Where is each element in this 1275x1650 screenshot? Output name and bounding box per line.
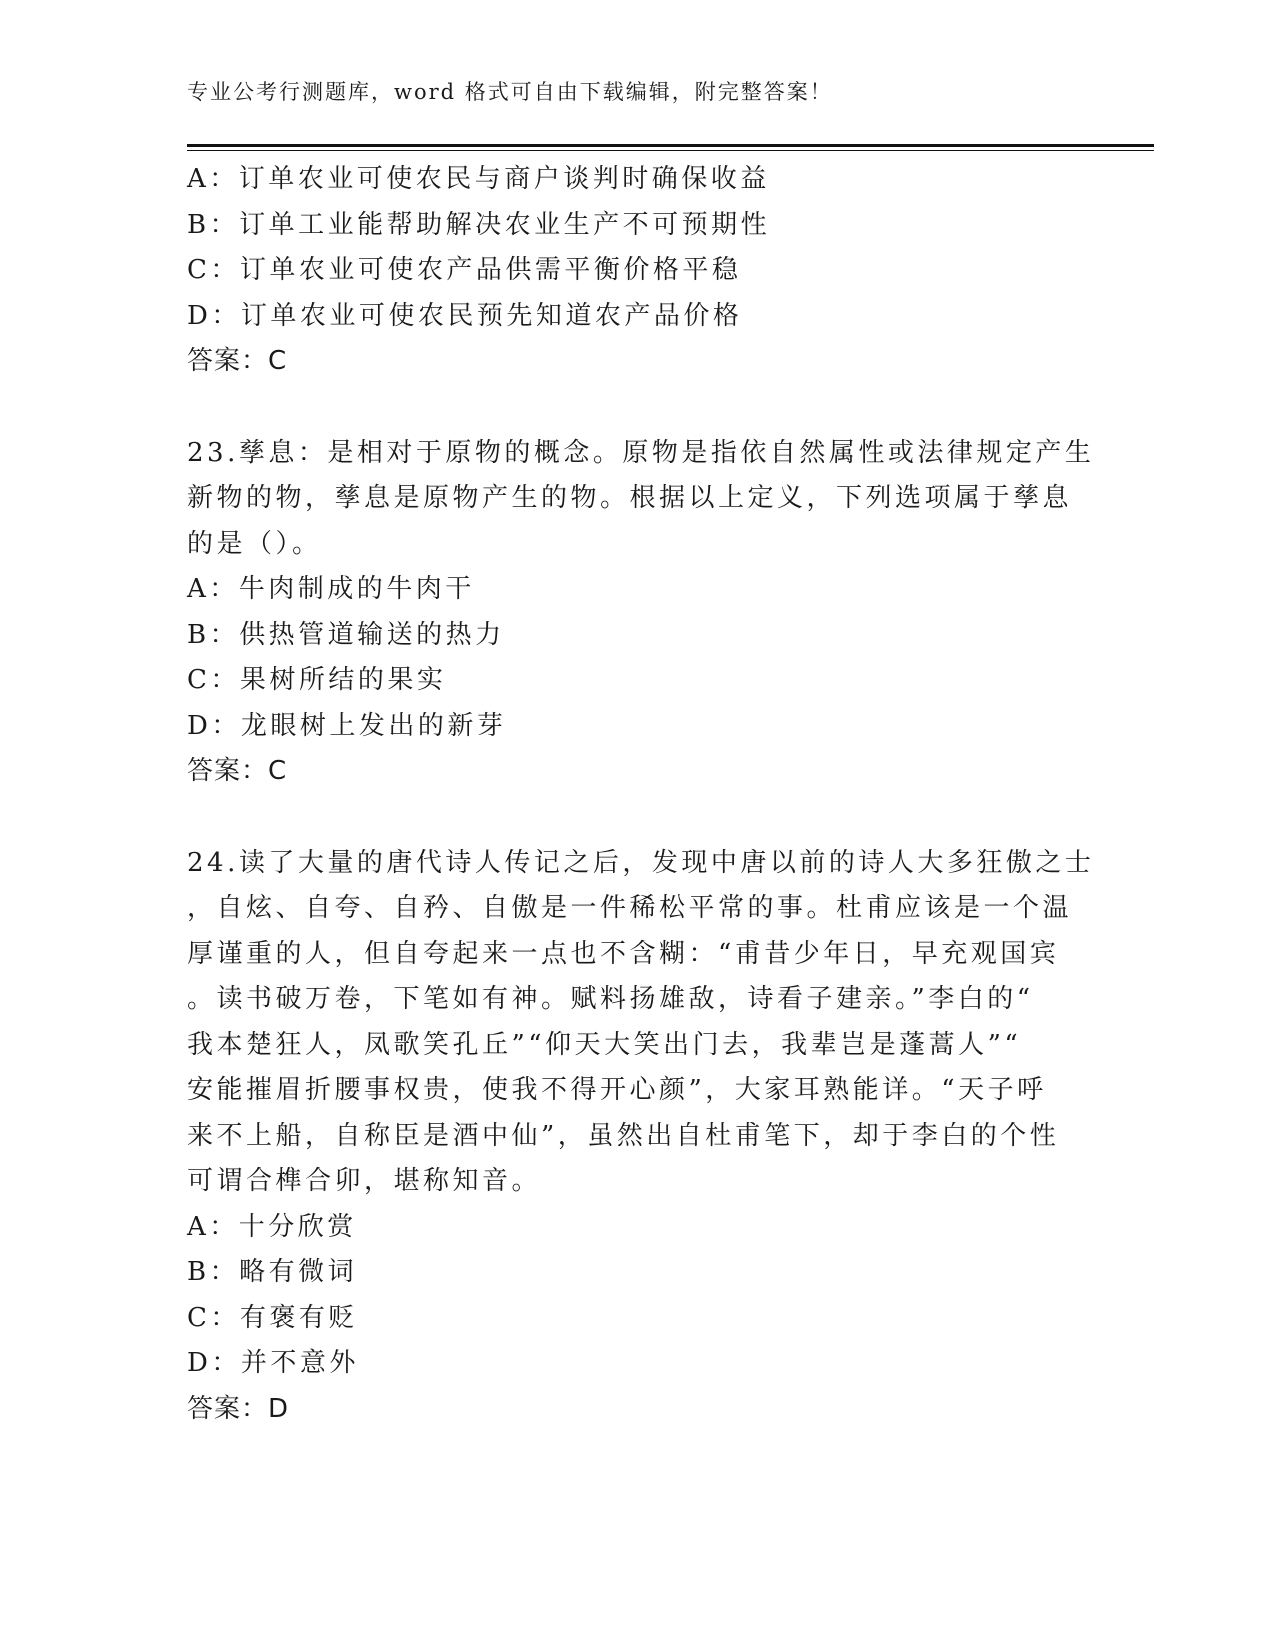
question-stem-line: 来不上船，自称臣是酒中仙”，虽然出自杜甫笔下，却于李白的个性 — [187, 1120, 1060, 1151]
option-c: C：有褒有贬 — [187, 1302, 358, 1333]
header-rule-thin — [187, 150, 1154, 151]
spacer — [187, 795, 1087, 841]
question-stem-line: 23.孳息：是相对于原物的概念。原物是指依自然属性或法律规定产生 — [187, 437, 1095, 468]
question-23 — [187, 431, 1095, 795]
option-d: D：订单农业可使农民预先知道农产品价格 — [187, 300, 743, 331]
spacer — [187, 385, 1087, 431]
option-a: A：十分欣赏 — [187, 1211, 357, 1242]
answer: 答案：C — [187, 346, 288, 376]
question-stem-line: 可谓合榫合卯，堪称知音。 — [187, 1166, 542, 1196]
question-stem-line: 。读书破万卷，下笔如有神。赋料扬雄敌，诗看子建亲。”李白的“ — [187, 984, 1034, 1014]
option-b: B：供热管道输送的热力 — [187, 619, 505, 650]
option-c: C：订单农业可使农产品供需平衡价格平稳 — [187, 255, 742, 285]
answer: 答案：D — [187, 1393, 290, 1424]
question-stem-line: 我本楚狂人，凤歌笑孔丘”“仰天大笑出门去，我辈岂是蓬蒿人”“ — [187, 1029, 1022, 1060]
option-a: A：订单农业可使农民与商户谈判时确保收益 — [187, 164, 770, 194]
page-header: 专业公考行测题库，word 格式可自由下载编辑，附完整答案！ — [187, 80, 833, 104]
question-24 — [187, 841, 1095, 1433]
question-stem-line: 新物的物，孳息是原物产生的物。根据以上定义，下列选项属于孳息 — [187, 483, 1073, 513]
option-b: B：略有微词 — [187, 1257, 358, 1287]
option-d: D：龙眼树上发出的新芽 — [187, 710, 507, 741]
question-22 — [187, 157, 1087, 385]
question-stem-line: ，自炫、自夸、自矜、自傲是一件稀松平常的事。杜甫应该是一个温 — [187, 893, 1073, 923]
header-rule-thick — [187, 144, 1154, 147]
answer: 答案：C — [187, 756, 288, 786]
option-b: B：订单工业能帮助解决农业生产不可预期性 — [187, 209, 771, 240]
option-d: D：并不意外 — [187, 1348, 359, 1378]
option-a: A：牛肉制成的牛肉干 — [187, 574, 475, 604]
question-stem-line: 24.读了大量的唐代诗人传记之后，发现中唐以前的诗人大多狂傲之士 — [187, 847, 1095, 878]
option-c: C：果树所结的果实 — [187, 665, 447, 695]
question-stem-line: 厚谨重的人，但自夸起来一点也不含糊：“甫昔少年日，早充观国宾 — [187, 938, 1060, 969]
question-stem-line: 的是（）。 — [187, 528, 322, 559]
document-body — [187, 157, 1095, 1432]
question-stem-line: 安能摧眉折腰事权贵，使我不得开心颜”，大家耳熟能详。“天子呼 — [187, 1075, 1047, 1105]
